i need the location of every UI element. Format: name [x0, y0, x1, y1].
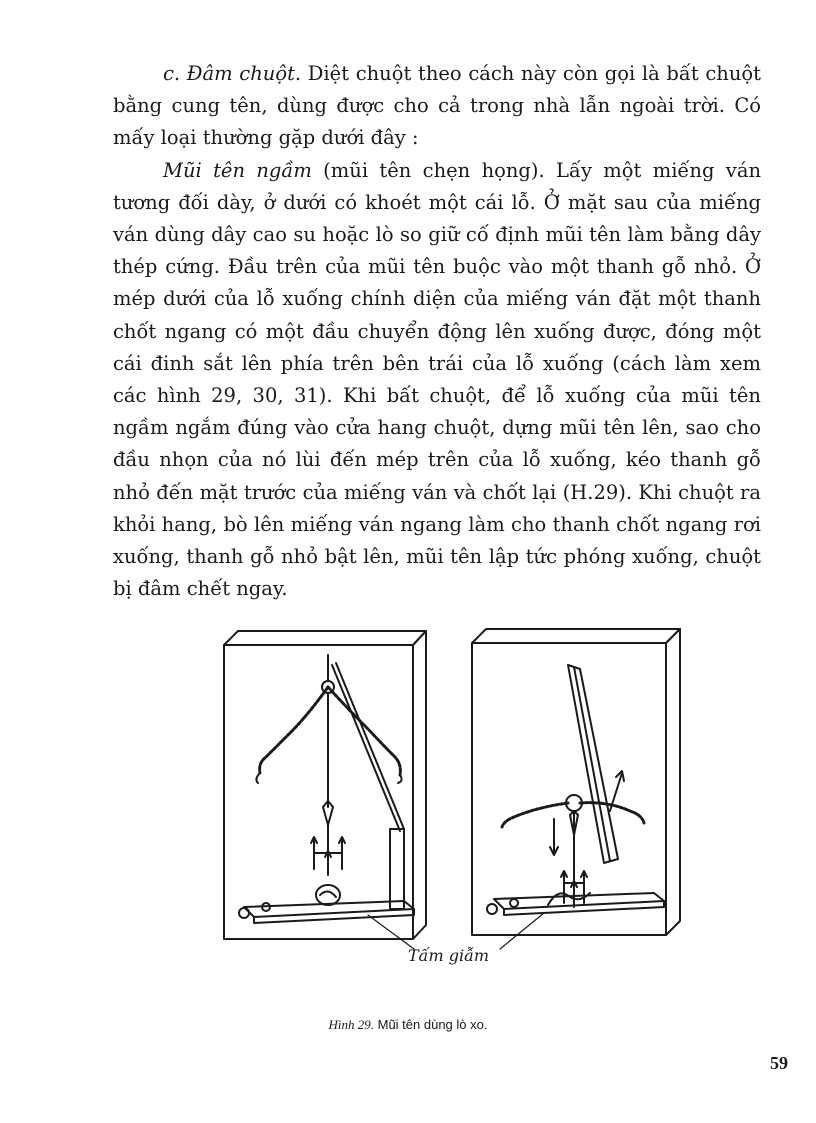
right-board [472, 629, 680, 935]
figure-29-illustration [218, 625, 696, 975]
caption-figure-number: Hình 29. [328, 1017, 375, 1032]
paragraph-hidden-arrow [113, 155, 761, 606]
page-number: 59 [770, 1053, 788, 1073]
figure-caption [0, 1017, 816, 1033]
spring-arrow-trap-drawing [218, 625, 696, 975]
paragraph-intro [113, 58, 761, 155]
paragraph-body: Diệt chuột theo cách này còn gọi là bất chuột bằng cung tên, dùng được cho cả trong nhà lẫn ngoài trời. Có mấy loại thường gặp dưới đây : [113, 62, 761, 150]
paragraph-lead: Mũi tên ngầm [163, 158, 312, 182]
paragraph-body: (mũi tên chẹn họng). Lấy một miếng ván tương đối dày, ở dưới có khoét một cái lỗ. Ở mặt sau của miếng ván dùng dây cao su hoặc lò so giữ cố định mũi tên làm bằng dây thép cứng. Đầu trên của mũi tên buộc vào một thanh gỗ nhỏ. Ở mép dưới của lỗ xuống chính diện của miếng ván đặt một thanh chốt ngang có một đầu chuyển động lên xuống được, đóng một cái đinh sắt lên phía trên bên trái của lỗ xuống (cách làm xem các hình 29, 30, 31). Khi bất chuột, để lỗ xuống của mũi tên ngầm ngắm đúng vào cửa hang chuột, dựng mũi tên lên, sao cho đầu nhọn của nó lùi đến mép trên của lỗ xuống, kéo thanh gỗ nhỏ đến mặt trước của miếng ván và chốt lại (H.29). Khi chuột ra khỏi hang, bò lên miếng ván ngang làm cho thanh chốt ngang rơi xuống, thanh gỗ nhỏ bật lên, mũi tên lập tức phóng xuống, chuột bị đâm chết ngay. [113, 158, 761, 601]
left-board [224, 631, 426, 939]
caption-text: Mũi tên dùng lò xo. [374, 1017, 488, 1032]
figure-label-tread-plate: Tấm giẫm [408, 946, 490, 965]
paragraph-lead: c. Đâm chuột. [163, 62, 302, 85]
body-text [113, 58, 761, 605]
